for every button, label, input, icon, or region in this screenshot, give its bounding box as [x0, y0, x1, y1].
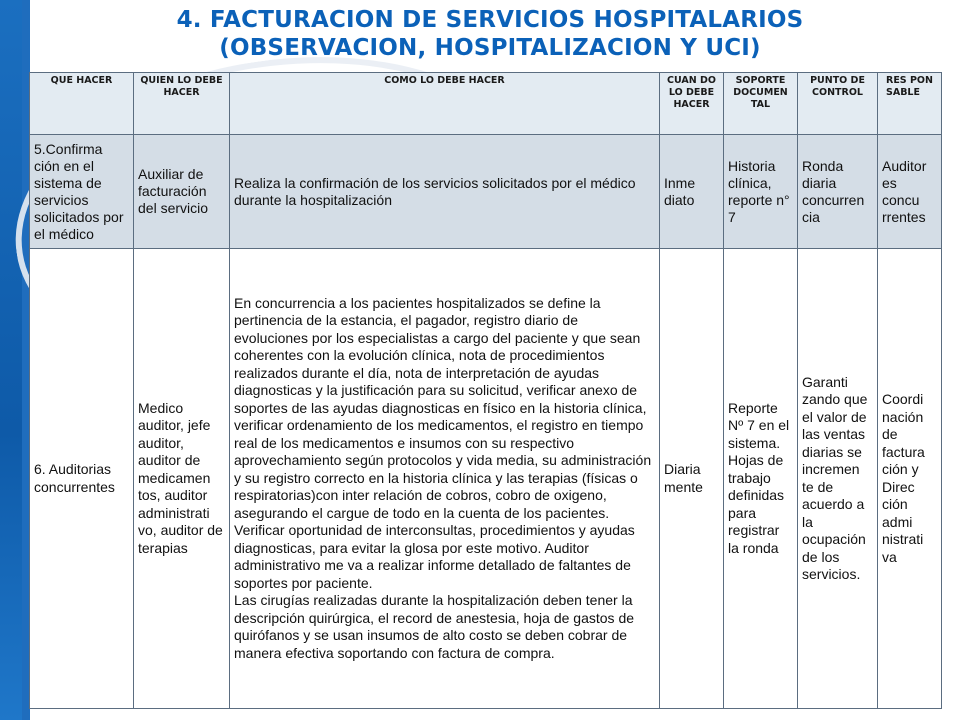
cell-que-hacer: 5.Confirma ción en el sistema de servicios solicitados por el médico: [30, 135, 134, 249]
header-row: [30, 73, 942, 135]
table-row: [30, 249, 942, 709]
como-paragraph-2: Las cirugías realizadas durante la hospitalización deben tener la descripción quirúrgica, el record de anestesia, hoja de gastos de quirófanos y se usan insumos de alto costo se deben cobrar de manera efectiva soportando con factura de compra.: [234, 592, 635, 661]
cell-quien: Medico auditor, jefe auditor, auditor de medicamen tos, auditor administrati vo, auditor de terapias: [134, 249, 230, 709]
header-soporte: SOPORTE DOCUMEN TAL: [724, 73, 798, 135]
cell-soporte: Historia clínica, reporte n° 7: [724, 135, 798, 249]
cell-soporte: Reporte Nº 7 en el sistema. Hojas de trabajo definidas para registrar la ronda: [724, 249, 798, 709]
cell-punto-control: Garanti zando que el valor de las ventas diarias se incremen te de acuerdo a la ocupación de los servicios.: [798, 249, 878, 709]
header-responsable: RES PON SABLE: [878, 73, 942, 135]
cell-como: [230, 249, 660, 709]
header-como: COMO LO DEBE HACER: [230, 73, 660, 135]
title-line-1: 4. FACTURACION DE SERVICIOS HOSPITALARIOS: [176, 7, 804, 33]
cell-quien: Auxiliar de facturación del servicio: [134, 135, 230, 249]
title-line-2: (OBSERVACION, HOSPITALIZACION Y UCI): [219, 35, 761, 61]
cell-responsable: Auditor es concu rrentes: [878, 135, 942, 249]
header-cuando: CUAN DO LO DEBE HACER: [660, 73, 724, 135]
cell-que-hacer: 6. Auditorias concurrentes: [30, 249, 134, 709]
cell-cuando: Diaria mente: [660, 249, 724, 709]
cell-responsable: Coordi nación de factura ción y Direc ción admi nistrati va: [878, 249, 942, 709]
cell-como: Realiza la confirmación de los servicios solicitados por el médico durante la hospitalización: [230, 135, 660, 249]
header-que-hacer: QUE HACER: [30, 73, 134, 135]
cell-cuando: Inme diato: [660, 135, 724, 249]
table-row: [30, 135, 942, 249]
procedure-table: [29, 72, 942, 709]
como-paragraph-1: En concurrencia a los pacientes hospitalizados se define la pertinencia de la estancia, el pagador, registro diario de evoluciones por los especialistas a cargo del paciente y que sean coherentes con la evolución clínica, nota de procedimientos realizados durante el día, nota de interpretación de ayudas diagnosticas y la justificación para su solicitud, verificar anexo de soportes de las ayudas diagnosticas en físico en la historia clínica, verificar ordenamiento de los medicamentos, el registro en tiempo real de los medicamentos e insumos con su respectivo aprovechamiento según protocolos y vida media, su administración y su registro correcto en la historia clínica y las terapias (físicas o respiratorias)con inter relación de cobros, cobro de oxigeno, asegurando el cargue de todo en la cuenta de los pacientes. Verificar oportunidad de interconsultas, procedimientos y ayudas diagnosticas, para evitar la glosa por este motivo. Auditor administrativo me va a realizar informe detallado de faltantes de soportes por paciente.: [234, 294, 652, 591]
cell-punto-control: Ronda diaria concurren cia: [798, 135, 878, 249]
header-punto-control: PUNTO DE CONTROL: [798, 73, 878, 135]
page-title: [40, 6, 940, 62]
header-quien: QUIEN LO DEBE HACER: [134, 73, 230, 135]
